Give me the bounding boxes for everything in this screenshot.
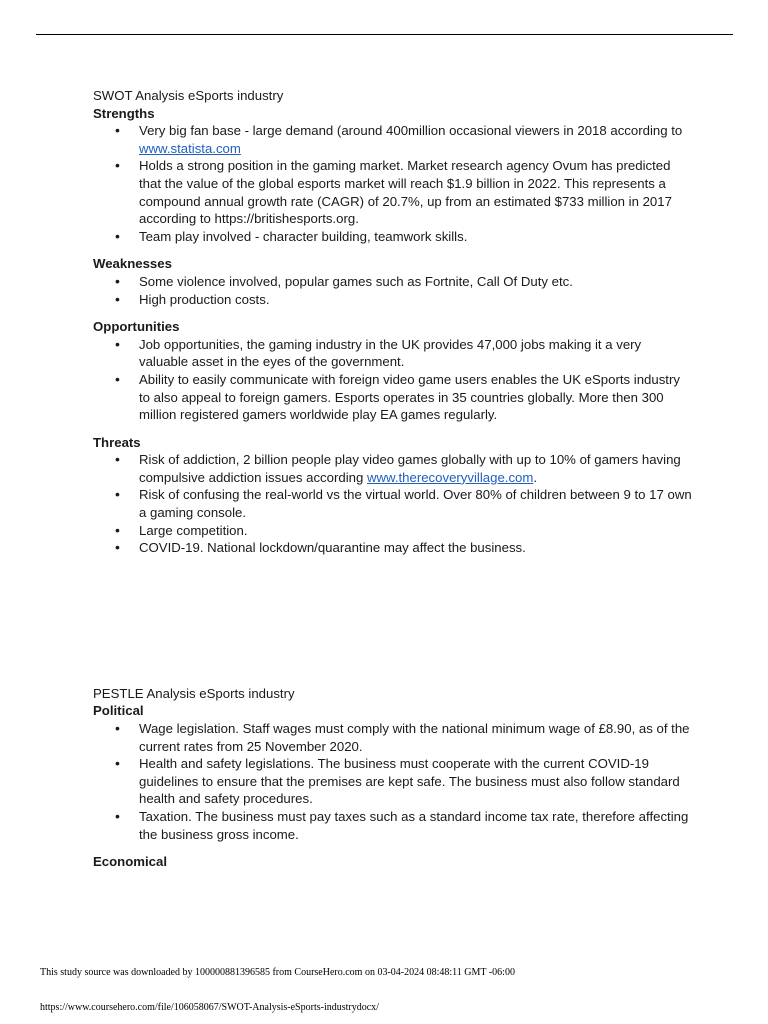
opportunities-list	[93, 336, 693, 424]
list-item: • Health and safety legislations. The business must cooperate with the current COVID-19 guidelines to ensure that the premises are kept safe. The business must also follow standard health and safety procedures.	[139, 755, 693, 808]
statista-link[interactable]: www.statista.com	[139, 140, 241, 156]
list-item: • Wage legislation. Staff wages must comply with the national minimum wage of £8.90, as of the current rates from 25 November 2020.	[139, 720, 693, 755]
list-item: • Job opportunities, the gaming industry in the UK provides 47,000 jobs making it a very valuable asset in the eyes of the government.	[139, 336, 693, 371]
top-rule	[36, 34, 733, 35]
strengths-heading: Strengths	[93, 105, 155, 121]
document-body	[93, 87, 693, 871]
download-note: This study source was downloaded by 100000881396585 from CourseHero.com on 03-04-2024 08:48:11 GMT -06:00	[40, 967, 515, 978]
threats-list	[93, 451, 693, 557]
recoveryvillage-link[interactable]: www.therecoveryvillage.com	[366, 469, 534, 485]
list-item: • Taxation. The business must pay taxes such as a standard income tax rate, therefore affecting the business gross income.	[139, 808, 693, 843]
political-heading: Political	[93, 703, 144, 719]
swot-title: SWOT Analysis eSports industry	[93, 88, 284, 103]
list-item: • Some violence involved, popular games such as Fortnite, Call Of Duty etc.	[139, 273, 693, 291]
strengths-list	[93, 122, 693, 245]
weaknesses-list	[93, 273, 693, 308]
economical-heading: Economical	[93, 854, 168, 870]
political-list	[93, 720, 693, 843]
list-item: • High production costs.	[139, 291, 693, 309]
pestle-title: PESTLE Analysis eSports industry	[93, 685, 295, 701]
source-url[interactable]: https://www.coursehero.com/file/106058067/SWOT-Analysis-eSports-industrydocx/	[40, 1002, 379, 1013]
list-item: • Large competition.	[139, 522, 693, 540]
threats-heading: Threats	[93, 434, 141, 450]
weaknesses-heading: Weaknesses	[93, 256, 172, 272]
list-item: • Ability to easily communicate with foreign video game users enables the UK eSports industry to also appeal to foreign gamers. Esports operates in 35 countries globally. More then 300 million registered gamers worldwide play EA games regularly.	[139, 371, 693, 424]
list-item: • COVID-19. National lockdown/quarantine may affect the business.	[139, 539, 693, 557]
list-item: • Very big fan base - large demand (around 400million occasional viewers in 2018 according to www.statista.com	[139, 122, 693, 157]
list-item: • Team play involved - character building, teamwork skills.	[139, 228, 693, 246]
section-gap	[93, 567, 693, 685]
opportunities-heading: Opportunities	[93, 319, 180, 335]
list-item: • Risk of confusing the real-world vs the virtual world. Over 80% of children between 9 to 17 own a gaming console.	[139, 486, 693, 521]
list-item: • Holds a strong position in the gaming market. Market research agency Ovum has predicted that the value of the global esports market will reach $1.9 billion in 2022. This represents a compound annual growth rate (CAGR) of 20.7%, up from an estimated $733 million in 2017 according to https://britishesports.org.	[139, 157, 693, 227]
list-item: • Risk of addiction, 2 billion people play video games globally with up to 10% of gamers having compulsive addiction issues according www.therecoveryvillage.com.	[139, 451, 693, 486]
